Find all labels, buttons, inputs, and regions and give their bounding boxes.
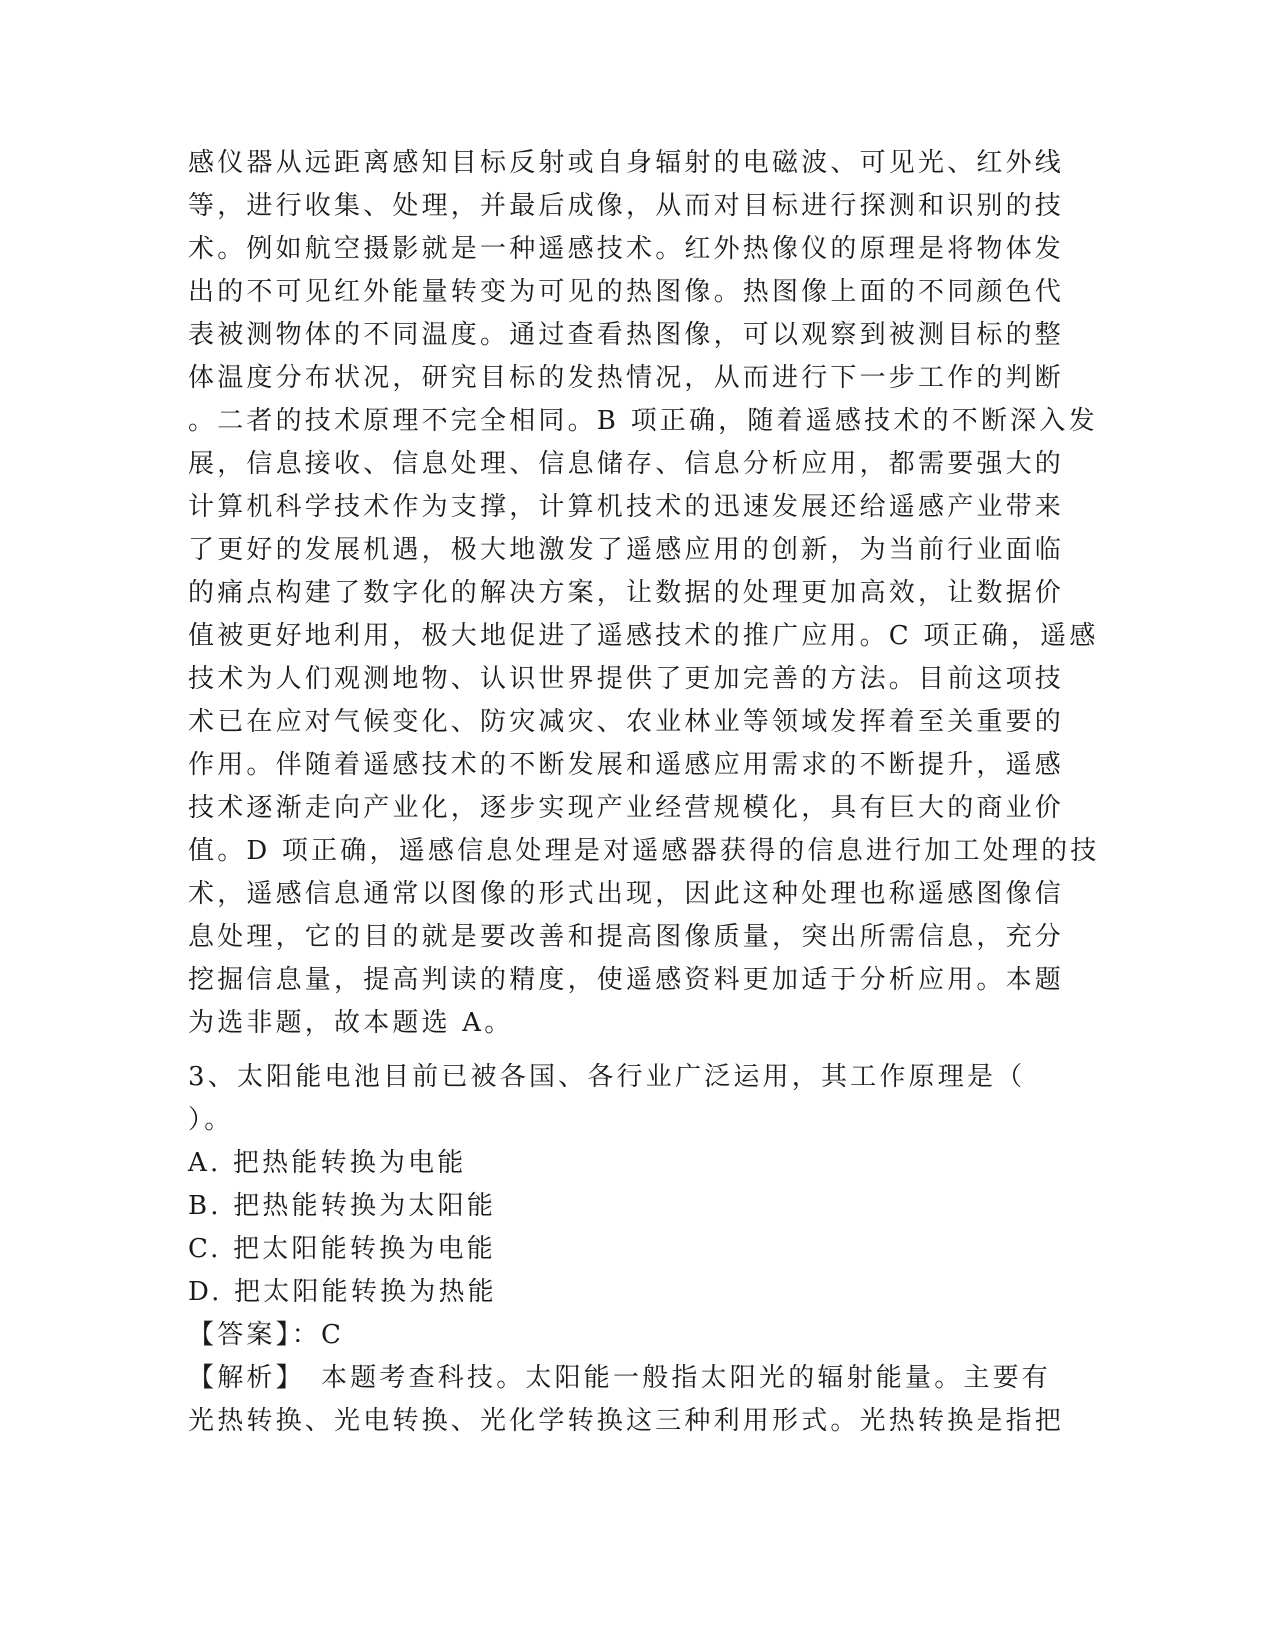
answer-line: 【答案】：C: [188, 1320, 345, 1350]
question-stem-line: 3、太阳能电池目前已被各国、各行业广泛运用，其工作原理是（: [188, 1062, 1026, 1092]
question-3: [188, 1064, 1088, 1451]
paragraph-line: 术已在应对气候变化、防灾减灾、农业林业等领域发挥着至关重要的: [188, 707, 1065, 737]
page-content: [188, 148, 1100, 1451]
paragraph-line: 术，遥感信息通常以图像的形式出现，因此这种处理也称遥感图像信: [188, 879, 1065, 909]
paragraph-line: 息处理，它的目的就是要改善和提高图像质量，突出所需信息，充分: [188, 922, 1065, 952]
paragraph-line: 计算机科学技术作为支撑，计算机技术的迅速发展还给遥感产业带来: [188, 492, 1065, 522]
paragraph-line: 体温度分布状况，研究目标的发热情况，从而进行下一步工作的判断: [188, 363, 1065, 393]
paragraph-line: 技术为人们观测地物、认识世界提供了更加完善的方法。目前这项技: [188, 664, 1065, 694]
analysis-line: 光热转换、光电转换、光化学转换这三种利用形式。光热转换是指把: [188, 1406, 1065, 1436]
paragraph-line: 感仪器从远距离感知目标反射或自身辐射的电磁波、可见光、红外线: [188, 148, 1065, 178]
analysis-line: 【解析】 本题考查科技。太阳能一般指太阳光的辐射能量。主要有: [188, 1363, 1052, 1393]
paragraph-line: 了更好的发展机遇，极大地激发了遥感应用的创新，为当前行业面临: [188, 535, 1065, 565]
paragraph-line: 出的不可见红外能量转变为可见的热图像。热图像上面的不同颜色代: [188, 277, 1065, 307]
paragraph-line: 展，信息接收、信息处理、信息储存、信息分析应用，都需要强大的: [188, 449, 1065, 479]
option-a: A. 把热能转换为电能: [188, 1148, 467, 1178]
paragraph-line: 技术逐渐走向产业化，逐步实现产业经营规模化，具有巨大的商业价: [188, 793, 1065, 823]
option-b: B. 把热能转换为太阳能: [188, 1191, 497, 1221]
option-d: D. 把太阳能转换为热能: [188, 1277, 497, 1307]
paragraph-line: 值被更好地利用，极大地促进了遥感技术的推广应用。C 项正确，遥感: [188, 621, 1099, 651]
paragraph-line: 术。例如航空摄影就是一种遥感技术。红外热像仪的原理是将物体发: [188, 234, 1065, 264]
paragraph-line: 为选非题，故本题选 A。: [188, 1008, 514, 1038]
paragraph-line: 值。D 项正确，遥感信息处理是对遥感器获得的信息进行加工处理的技: [188, 836, 1100, 866]
paragraph-line: 表被测物体的不同温度。通过查看热图像，可以观察到被测目标的整: [188, 320, 1065, 350]
paragraph-line: 挖掘信息量，提高判读的精度，使遥感资料更加适于分析应用。本题: [188, 965, 1065, 995]
paragraph-line: 作用。伴随着遥感技术的不断发展和遥感应用需求的不断提升，遥感: [188, 750, 1065, 780]
paragraph-line: 。二者的技术原理不完全相同。B 项正确，随着遥感技术的不断深入发: [188, 406, 1098, 436]
paragraph-line: 等，进行收集、处理，并最后成像，从而对目标进行探测和识别的技: [188, 191, 1065, 221]
question-stem-line: ）。: [188, 1105, 234, 1135]
paragraph-line: 的痛点构建了数字化的解决方案，让数据的处理更加高效，让数据价: [188, 578, 1065, 608]
explanation-paragraph: [188, 148, 1100, 1053]
option-c: C. 把太阳能转换为电能: [188, 1234, 496, 1264]
